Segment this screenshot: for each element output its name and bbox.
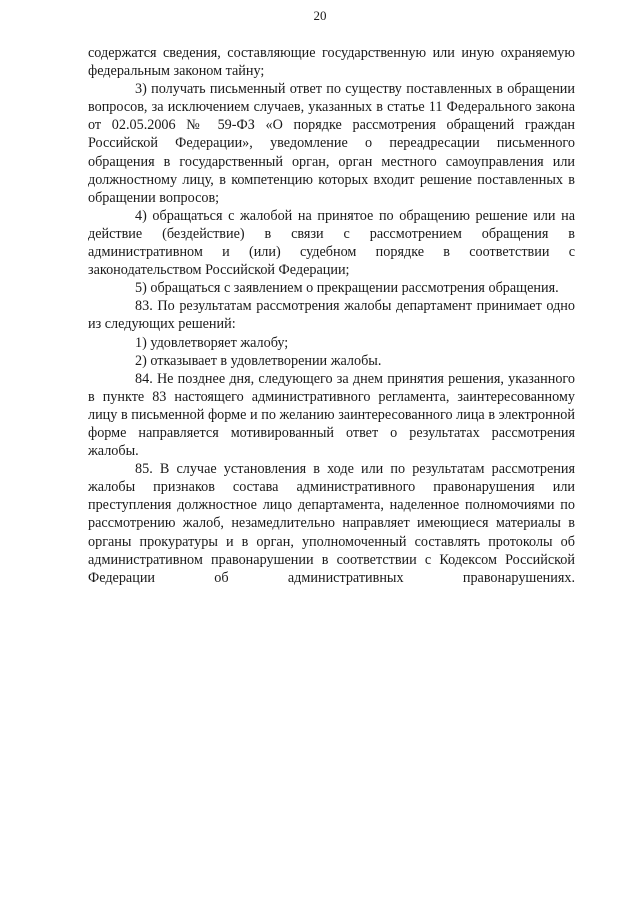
paragraph-clause-84: 84. Не позднее дня, следующего за днем принятия решения, указанного в пункте 83 настоящего административного регламента, заинтересованному лицу в письменной форме и по желанию заинтересованного лица в электронной форме направляется мотивированный ответ о результатах рассмотрения жалобы. xyxy=(88,370,575,460)
paragraph-item-3: 3) получать письменный ответ по существу поставленных в обращении вопросов, за исключением случаев, указанных в статье 11 Федерального закона от 02.05.2006 № 59-ФЗ «О порядке рассмотрения обращений граждан Российской Федерации», уведомление о переадресации письменного обращения в государственный орган, орган местного самоуправления или должностному лицу, в компетенцию которых входит решение поставленных в обращении вопросов; xyxy=(88,81,575,206)
paragraph-item-5: 5) обращаться с заявлением о прекращении рассмотрения обращения. xyxy=(135,280,559,297)
page-number: 20 xyxy=(313,8,327,23)
paragraph-clause-85: 85. В случае установления в ходе или по результатам рассмотрения жалобы признаков состава административного правонарушения или преступления должностное лицо департамента, наделенное полномочиями по рассмотрению жалоб, незамедлительно направляет имеющиеся материалы в органы прокуратуры и в орган, уполномоченный составлять протоколы об административном правонарушении в соответствии с Кодексом Российской Федерации об административных правонарушениях. xyxy=(88,461,575,586)
paragraph-decision-2: 2) отказывает в удовлетворении жалобы. xyxy=(135,352,382,369)
paragraph-clause-83: 83. По результатам рассмотрения жалобы департамент принимает одно из следующих решений: xyxy=(88,298,575,333)
document-body xyxy=(88,44,575,587)
paragraph-continuation: содержатся сведения, составляющие государственную или иную охраняемую федеральным законом тайну; xyxy=(88,45,575,80)
paragraph-item-4: 4) обращаться с жалобой на принятое по обращению решение или на действие (бездействие) в связи с рассмотрением обращения в административном и (или) судебном порядке в соответствии с законодательством Российской Федерации; xyxy=(88,207,575,279)
paragraph-decision-1: 1) удовлетворяет жалобу; xyxy=(135,334,289,351)
